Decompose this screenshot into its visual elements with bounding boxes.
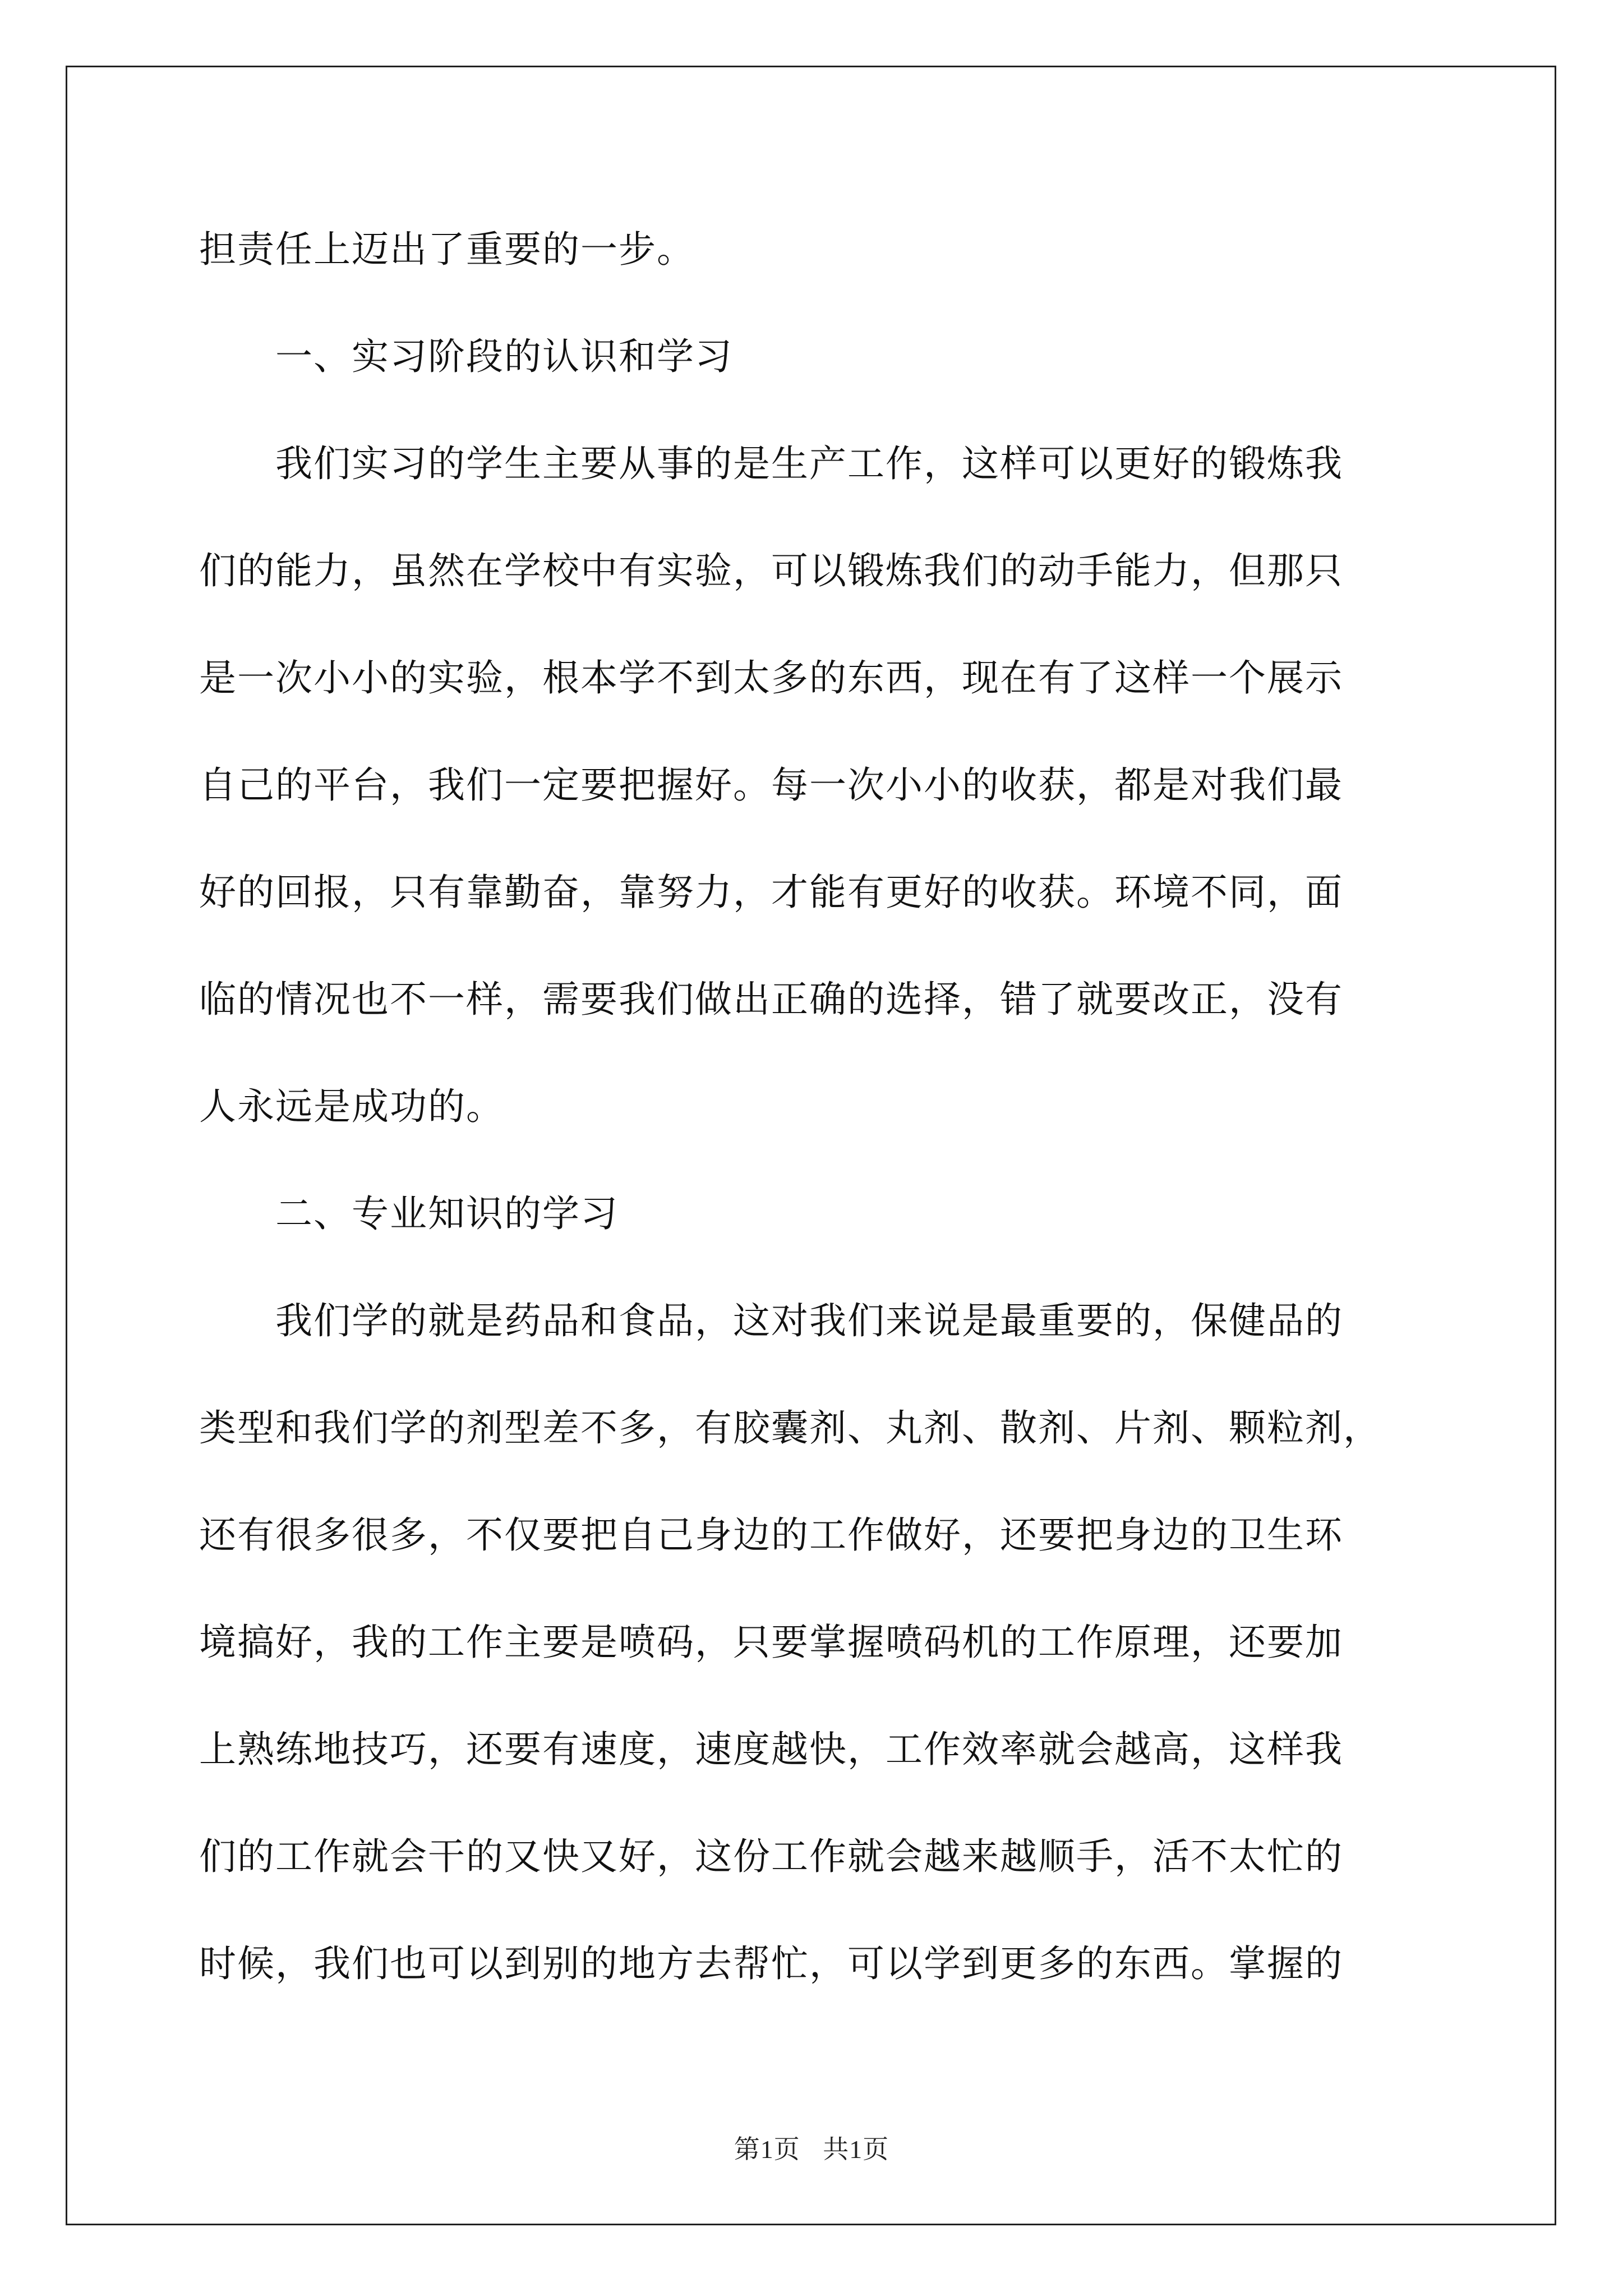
text-line: 境搞好，我的工作主要是喷码，只要掌握喷码机的工作原理，还要加	[199, 1621, 1343, 1664]
text-line: 好的回报，只有靠勤奋，靠努力，才能有更好的收获。环境不同，面	[199, 871, 1343, 914]
page-number: 第1页	[734, 2135, 800, 2164]
text-line: 类型和我们学的剂型差不多，有胶囊剂、丸剂、散剂、片剂、颗粒剂，	[199, 1406, 1381, 1450]
text-line: 还有很多很多，不仅要把自己身边的工作做好，还要把身边的卫生环	[199, 1513, 1343, 1557]
text-line: 自己的平台，我们一定要把握好。每一次小小的收获，都是对我们最	[199, 763, 1343, 807]
text-line: 临的情况也不一样，需要我们做出正确的选择，错了就要改正，没有	[199, 978, 1343, 1021]
text-line: 们的工作就会干的又快又好，这份工作就会越来越顺手，活不太忙的	[199, 1835, 1343, 1878]
text-line: 担责任上迈出了重要的一步。	[199, 228, 695, 271]
section-heading: 二、专业知识的学习	[199, 1192, 619, 1235]
text-line: 上熟练地技巧，还要有速度，速度越快，工作效率就会越高，这样我	[199, 1728, 1343, 1771]
text-line: 人永远是成功的。	[199, 1085, 504, 1128]
page-footer	[0, 2129, 1623, 2166]
text-line: 们的能力，虽然在学校中有实验，可以锻炼我们的动手能力，但那只	[199, 549, 1343, 592]
text-line: 时候，我们也可以到别的地方去帮忙，可以学到更多的东西。掌握的	[199, 1942, 1343, 1985]
text-line: 我们实习的学生主要从事的是生产工作，这样可以更好的锻炼我	[199, 442, 1343, 485]
page-total: 共1页	[823, 2135, 889, 2164]
text-line: 是一次小小的实验，根本学不到太多的东西，现在有了这样一个展示	[199, 656, 1343, 700]
text-line: 我们学的就是药品和食品，这对我们来说是最重要的，保健品的	[199, 1299, 1343, 1342]
section-heading: 一、实习阶段的认识和学习	[199, 335, 733, 378]
